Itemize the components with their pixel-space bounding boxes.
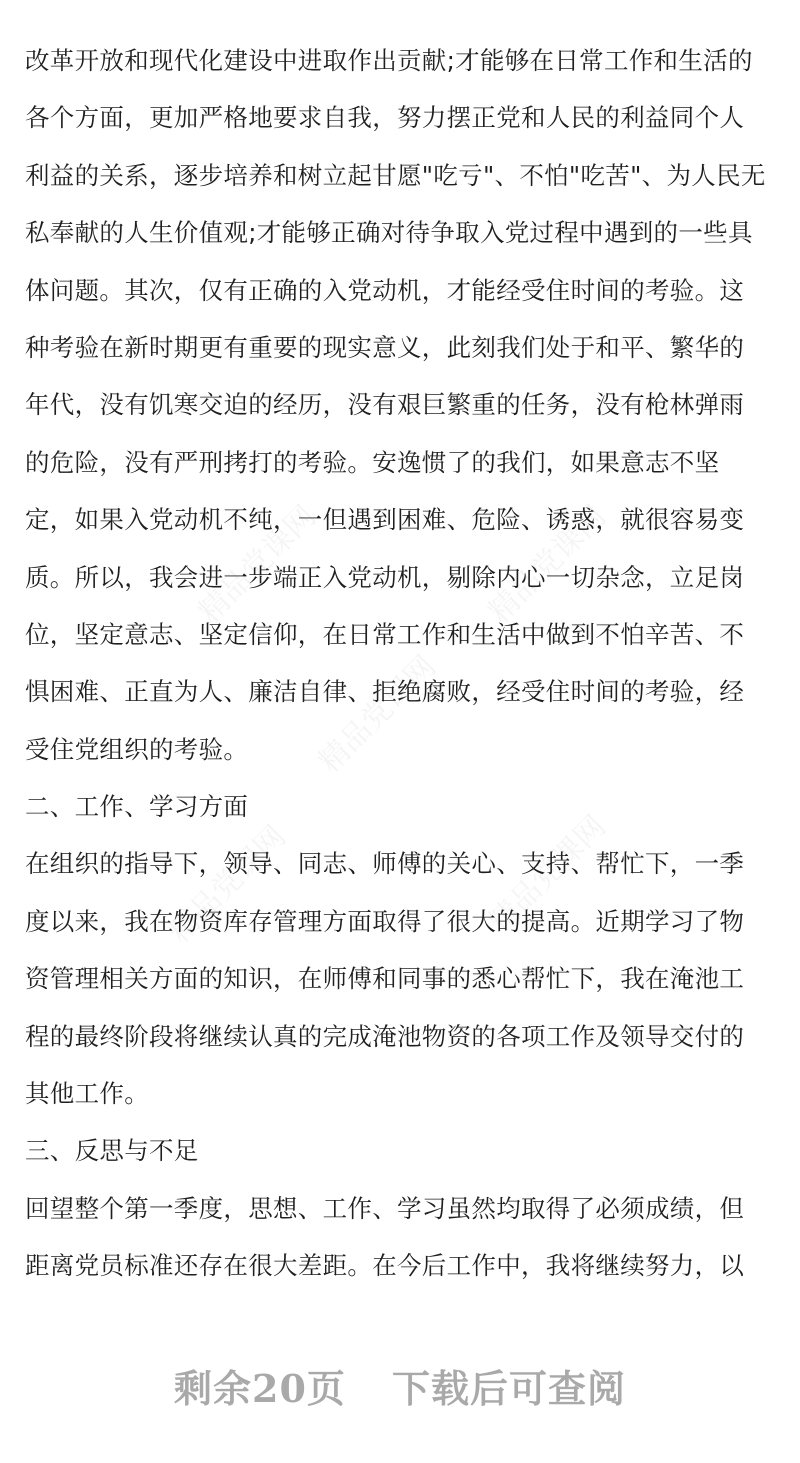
text-line: 其他工作。 [25, 1079, 149, 1109]
text-line: 定，如果入党动机不纯，一但遇到困难、危险、诱惑，就很容易变 [25, 505, 745, 535]
text-line: 利益的关系，逐步培养和树立起甘愿"吃亏"、不怕"吃苦"、为人民无 [25, 160, 766, 190]
text-line: 位，坚定意志、坚定信仰，在日常工作和生活中做到不怕辛苦、不 [25, 619, 745, 649]
text-line: 质。所以，我会进一步端正入党动机，剔除内心一切杂念，立足岗 [25, 562, 745, 592]
text-line: 年代，没有饥寒交迫的经历，没有艰巨繁重的任务，没有枪林弹雨 [25, 390, 745, 420]
document-body [25, 32, 785, 1295]
download-prompt[interactable] [0, 1358, 800, 1413]
download-hint-label: 下载后可查阅 [391, 1366, 626, 1411]
remaining-pages-label: 剩余20页 [174, 1366, 346, 1411]
text-line: 回望整个第一季度，思想、工作、学习虽然均取得了必须成绩，但 [25, 1193, 745, 1223]
text-line: 的危险，没有严刑拷打的考验。安逸惯了的我们，如果意志不坚 [25, 447, 720, 477]
text-line: 程的最终阶段将继续认真的完成淹池物资的各项工作及领导交付的 [25, 1021, 745, 1051]
text-line: 度以来，我在物资库存管理方面取得了很大的提高。近期学习了物 [25, 906, 745, 936]
text-line: 惧困难、正直为人、廉洁自律、拒绝腐败，经受住时间的考验，经 [25, 677, 745, 707]
text-line: 在组织的指导下，领导、同志、师傅的关心、支持、帮忙下，一季 [25, 849, 745, 879]
text-line: 各个方面，更加严格地要求自我，努力摆正党和人民的利益同个人 [25, 103, 745, 133]
text-line: 资管理相关方面的知识，在师傅和同事的悉心帮忙下，我在淹池工 [25, 964, 745, 994]
text-line: 体问题。其次，仅有正确的入党动机，才能经受住时间的考验。这 [25, 275, 745, 305]
text-line: 距离党员标准还存在很大差距。在今后工作中，我将继续努力，以 [25, 1251, 745, 1281]
text-line: 改革开放和现代化建设中进取作出贡献;才能够在日常工作和生活的 [25, 46, 753, 75]
section-heading: 三、反思与不足 [25, 1136, 199, 1166]
text-line: 受住党组织的考验。 [25, 734, 249, 764]
text-line: 种考验在新时期更有重要的现实意义，此刻我们处于和平、繁华的 [25, 332, 745, 362]
text-line: 私奉献的人生价值观;才能够正确对待争取入党过程中遇到的一些具 [25, 218, 753, 248]
section-heading: 二、工作、学习方面 [25, 792, 249, 822]
